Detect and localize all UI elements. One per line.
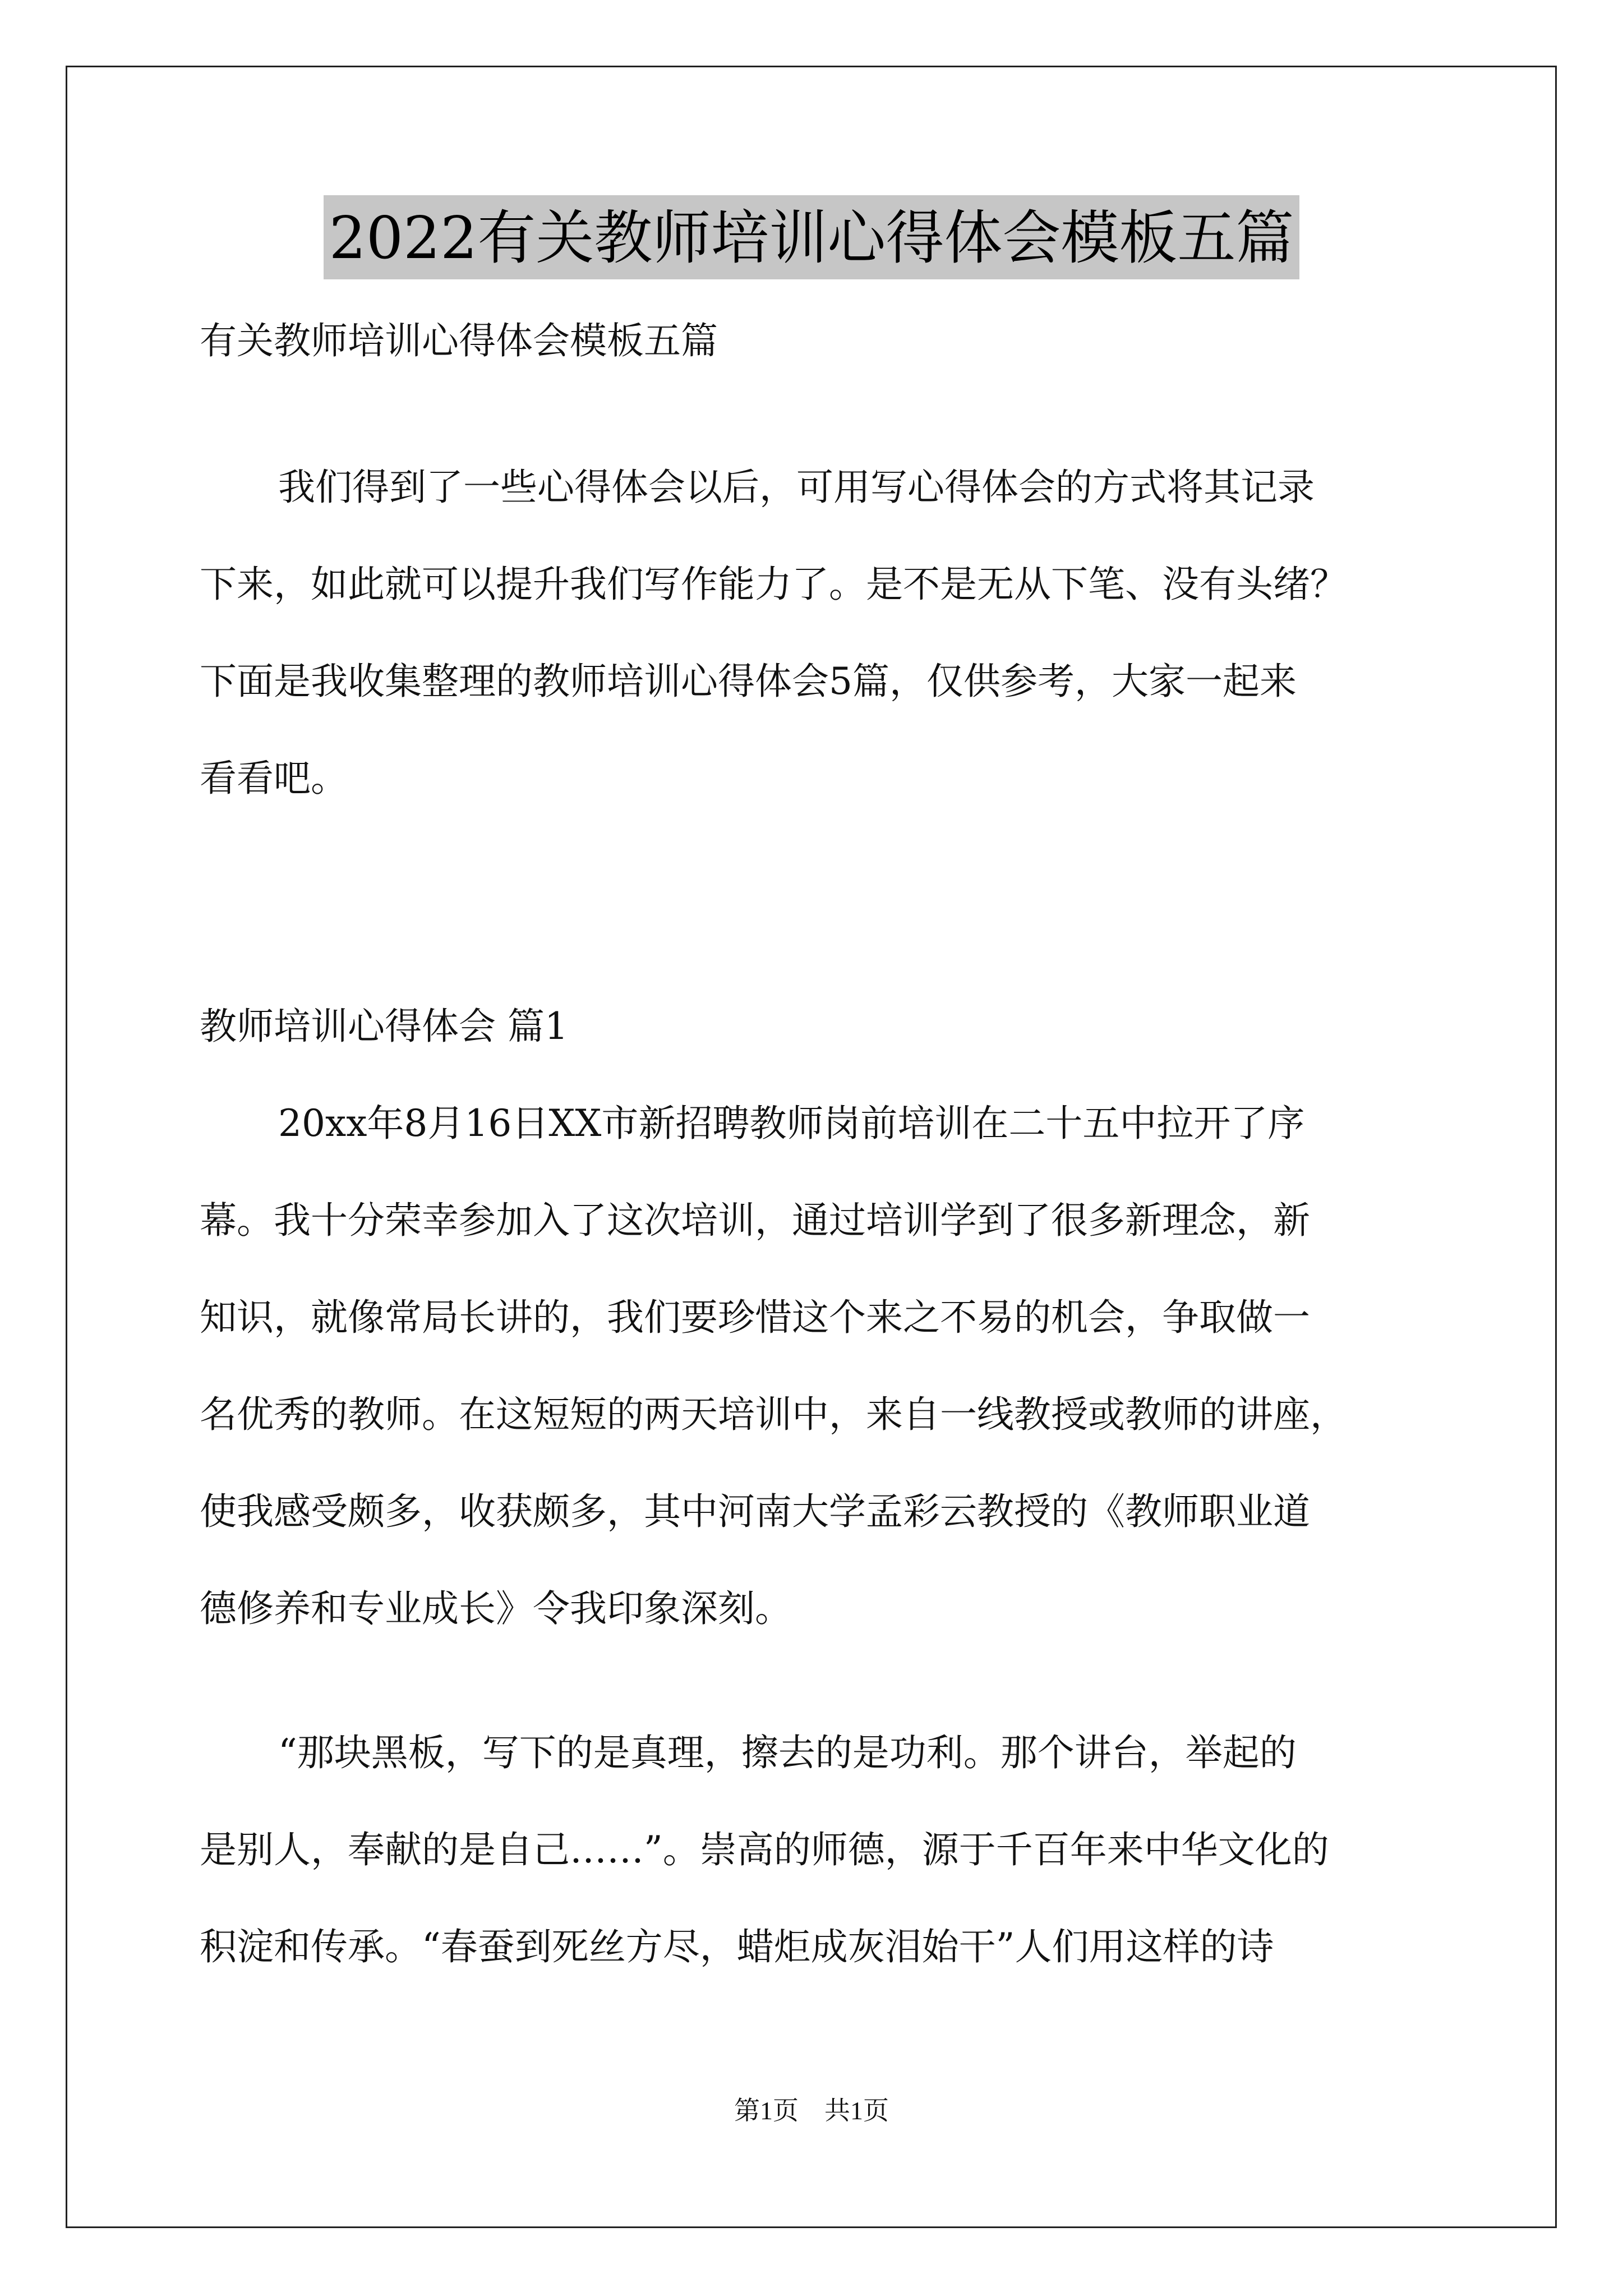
intro-line: 看看吧。 — [200, 757, 348, 800]
paragraph-line: 积淀和传承。“春蚕到死丝方尽，蜡炬成灰泪始干”人们用这样的诗 — [200, 1925, 1274, 1968]
intro-line: 下面是我收集整理的教师培训心得体会5篇，仅供参考，大家一起来 — [200, 660, 1297, 703]
paragraph-line: 幕。我十分荣幸参加入了这次培训，通过培训学到了很多新理念，新 — [200, 1199, 1310, 1242]
page-footer: 第1页 共1页 — [734, 2096, 889, 2125]
paragraph-line: 20xx年8月16日XX市新招聘教师岗前培训在二十五中拉开了序 — [278, 1102, 1305, 1145]
paragraph-line: 德修养和专业成长》令我印象深刻。 — [200, 1587, 792, 1630]
title-container — [0, 195, 1623, 279]
intro-line: 我们得到了一些心得体会以后，可用写心得体会的方式将其记录 — [278, 466, 1315, 509]
paragraph-line: 知识，就像常局长讲的，我们要珍惜这个来之不易的机会，争取做一 — [200, 1296, 1310, 1339]
paragraph-line: 名优秀的教师。在这短短的两天培训中，来自一线教授或教师的讲座， — [200, 1393, 1347, 1436]
paragraph-line: 是别人，奉献的是自己……”。崇高的师德，源于千百年来中华文化的 — [200, 1828, 1329, 1871]
paragraph-line: 使我感受颇多，收获颇多，其中河南大学孟彩云教授的《教师职业道 — [200, 1490, 1310, 1533]
document-title: 2022有关教师培训心得体会模板五篇 — [324, 195, 1300, 279]
intro-line: 下来，如此就可以提升我们写作能力了。是不是无从下笔、没有头绪？ — [200, 563, 1347, 606]
document-subtitle: 有关教师培训心得体会模板五篇 — [200, 319, 718, 362]
section-heading: 教师培训心得体会 篇1 — [200, 1005, 568, 1048]
paragraph-line: “那块黑板，写下的是真理，擦去的是功利。那个讲台，举起的 — [278, 1731, 1297, 1774]
